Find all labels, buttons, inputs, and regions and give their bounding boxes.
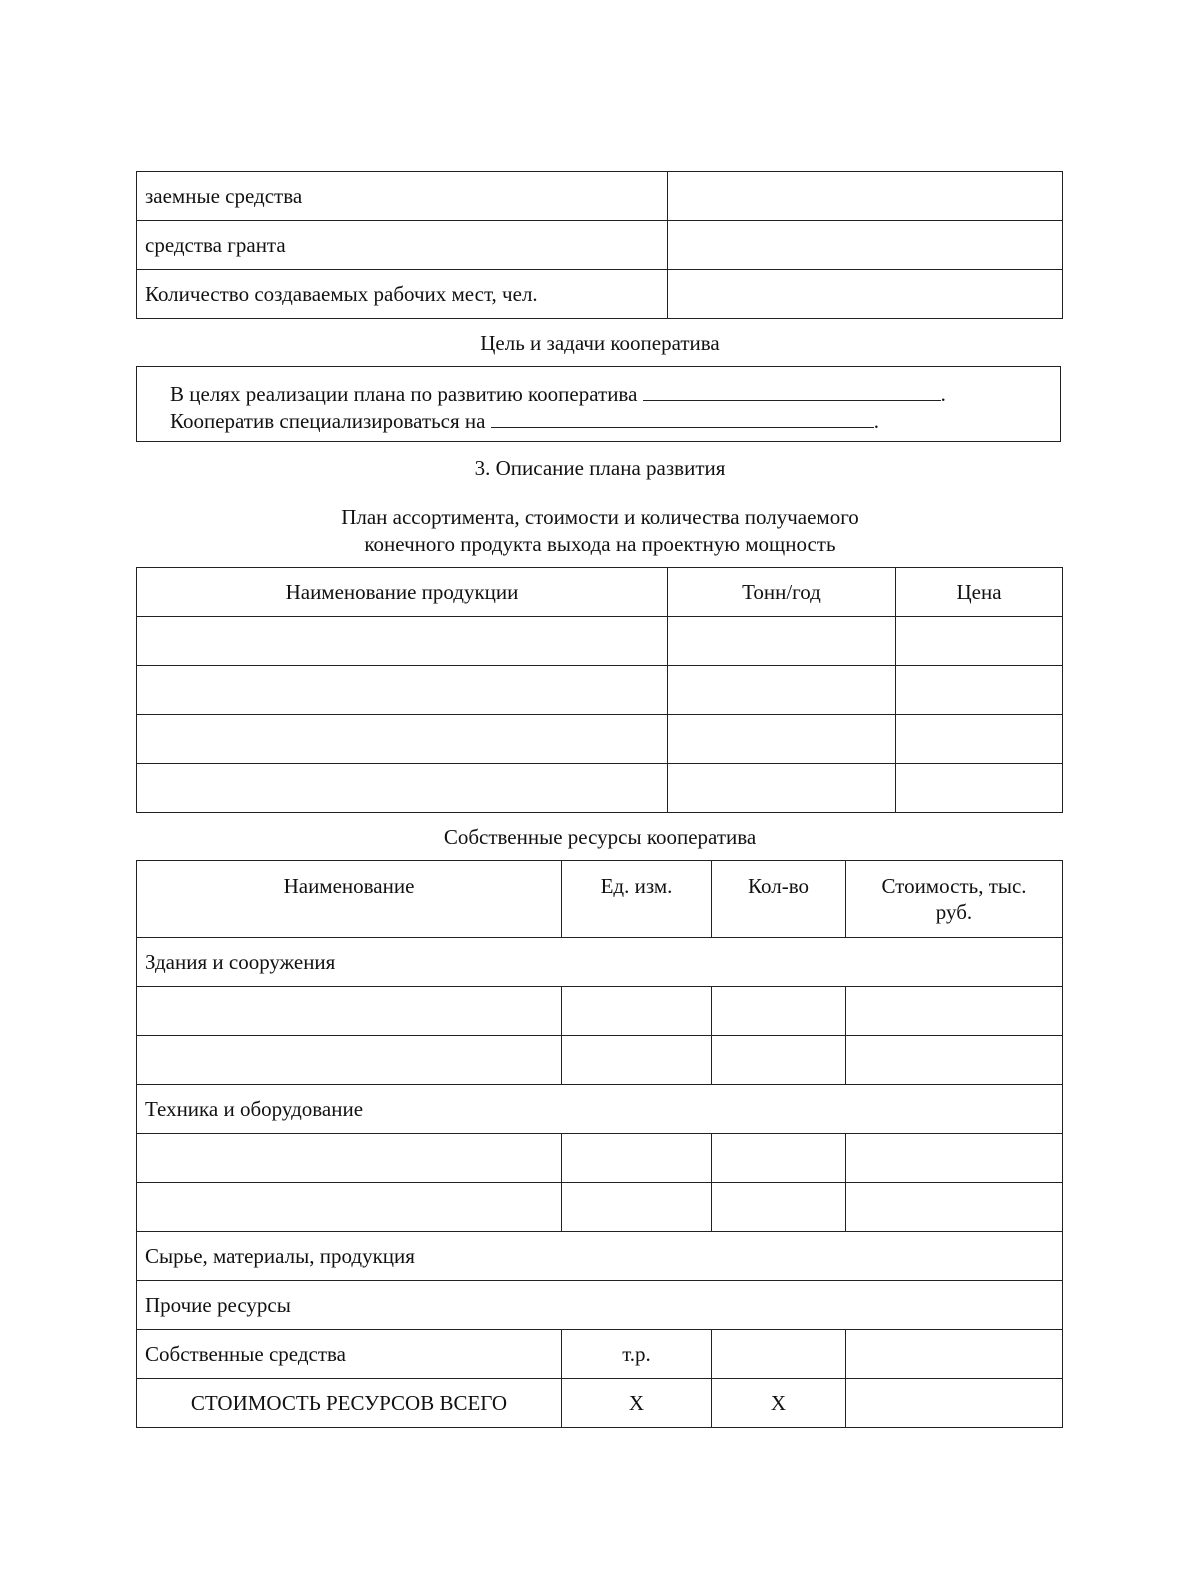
own-funds-cost-cell[interactable] bbox=[846, 1330, 1063, 1379]
group-label-other: Прочие ресурсы bbox=[137, 1281, 1063, 1330]
header-price: Цена bbox=[896, 568, 1063, 617]
funding-table bbox=[136, 171, 1063, 319]
funding-label: заемные средства bbox=[137, 172, 668, 221]
resource-name-cell[interactable] bbox=[137, 1134, 562, 1183]
funding-value-cell[interactable] bbox=[668, 221, 1063, 270]
funding-value-cell[interactable] bbox=[668, 270, 1063, 319]
goals-blank-2[interactable] bbox=[491, 407, 874, 428]
group-label-equipment: Техника и оборудование bbox=[137, 1085, 1063, 1134]
product-plan-title-line-2: конечного продукта выхода на проектную мощность bbox=[364, 532, 836, 556]
header-name: Наименование bbox=[137, 861, 562, 938]
resource-cost-cell[interactable] bbox=[846, 1036, 1063, 1085]
table-row bbox=[137, 987, 1063, 1036]
total-row bbox=[137, 1379, 1063, 1428]
header-quantity: Кол-во bbox=[712, 861, 846, 938]
table-row bbox=[137, 764, 1063, 813]
resource-unit-cell[interactable] bbox=[562, 1036, 712, 1085]
header-tons-per-year: Тонн/год bbox=[668, 568, 896, 617]
resource-cost-cell[interactable] bbox=[846, 987, 1063, 1036]
price-cell[interactable] bbox=[896, 617, 1063, 666]
group-row-equipment bbox=[137, 1085, 1063, 1134]
resource-qty-cell[interactable] bbox=[712, 987, 846, 1036]
resource-name-cell[interactable] bbox=[137, 987, 562, 1036]
table-header-row bbox=[137, 861, 1063, 938]
own-funds-unit: т.р. bbox=[562, 1330, 712, 1379]
tons-cell[interactable] bbox=[668, 617, 896, 666]
goals-line-2-text: Кооператив специализироваться на bbox=[170, 409, 486, 433]
resources-table bbox=[136, 860, 1063, 1428]
resource-unit-cell[interactable] bbox=[562, 1134, 712, 1183]
table-row bbox=[137, 1036, 1063, 1085]
resource-name-cell[interactable] bbox=[137, 1036, 562, 1085]
table-row bbox=[137, 172, 1063, 221]
resource-name-cell[interactable] bbox=[137, 1183, 562, 1232]
product-plan-table bbox=[136, 567, 1063, 813]
table-header-row bbox=[137, 568, 1063, 617]
tons-cell[interactable] bbox=[668, 764, 896, 813]
resource-unit-cell[interactable] bbox=[562, 987, 712, 1036]
tons-cell[interactable] bbox=[668, 666, 896, 715]
resource-cost-cell[interactable] bbox=[846, 1134, 1063, 1183]
goals-line-1-text: В целях реализации плана по развитию кооператива bbox=[170, 382, 638, 406]
group-label-buildings: Здания и сооружения bbox=[137, 938, 1063, 987]
table-row bbox=[137, 1183, 1063, 1232]
price-cell[interactable] bbox=[896, 666, 1063, 715]
table-row bbox=[137, 221, 1063, 270]
price-cell[interactable] bbox=[896, 715, 1063, 764]
total-unit: Х bbox=[562, 1379, 712, 1428]
funding-label: средства гранта bbox=[137, 221, 668, 270]
resource-qty-cell[interactable] bbox=[712, 1134, 846, 1183]
own-funds-qty-cell[interactable] bbox=[712, 1330, 846, 1379]
product-plan-title-line-1: План ассортимента, стоимости и количества получаемого bbox=[341, 505, 859, 529]
own-funds-label: Собственные средства bbox=[137, 1330, 562, 1379]
goals-line-2-end: . bbox=[873, 409, 879, 433]
funding-label: Количество создаваемых рабочих мест, чел. bbox=[137, 270, 668, 319]
group-row-buildings bbox=[137, 938, 1063, 987]
total-cost-cell[interactable] bbox=[846, 1379, 1063, 1428]
resource-unit-cell[interactable] bbox=[562, 1183, 712, 1232]
funding-value-cell[interactable] bbox=[668, 172, 1063, 221]
goals-blank-1[interactable] bbox=[643, 380, 941, 401]
table-row bbox=[137, 617, 1063, 666]
table-row bbox=[137, 1134, 1063, 1183]
resource-qty-cell[interactable] bbox=[712, 1183, 846, 1232]
resources-title: Собственные ресурсы кооператива bbox=[443, 825, 757, 849]
price-cell[interactable] bbox=[896, 764, 1063, 813]
goals-line-2 bbox=[170, 407, 879, 434]
header-unit: Ед. изм. bbox=[562, 861, 712, 938]
goals-line-1-end: . bbox=[940, 382, 946, 406]
resource-cost-cell[interactable] bbox=[846, 1183, 1063, 1232]
resource-qty-cell[interactable] bbox=[712, 1036, 846, 1085]
goals-box bbox=[136, 366, 1061, 442]
product-name-cell[interactable] bbox=[137, 666, 668, 715]
group-row-other bbox=[137, 1281, 1063, 1330]
table-row bbox=[137, 270, 1063, 319]
tons-cell[interactable] bbox=[668, 715, 896, 764]
goals-heading: Цель и задачи кооператива bbox=[480, 331, 720, 355]
section-3-heading: 3. Описание плана развития bbox=[474, 456, 726, 480]
header-cost: Стоимость, тыс. руб. bbox=[846, 861, 1063, 938]
group-label-materials: Сырье, материалы, продукция bbox=[137, 1232, 1063, 1281]
total-qty: Х bbox=[712, 1379, 846, 1428]
table-row bbox=[137, 666, 1063, 715]
own-funds-row bbox=[137, 1330, 1063, 1379]
product-name-cell[interactable] bbox=[137, 715, 668, 764]
goals-line-1 bbox=[170, 380, 946, 407]
total-label: СТОИМОСТЬ РЕСУРСОВ ВСЕГО bbox=[137, 1379, 562, 1428]
product-name-cell[interactable] bbox=[137, 617, 668, 666]
product-name-cell[interactable] bbox=[137, 764, 668, 813]
group-row-materials bbox=[137, 1232, 1063, 1281]
header-product-name: Наименование продукции bbox=[137, 568, 668, 617]
table-row bbox=[137, 715, 1063, 764]
